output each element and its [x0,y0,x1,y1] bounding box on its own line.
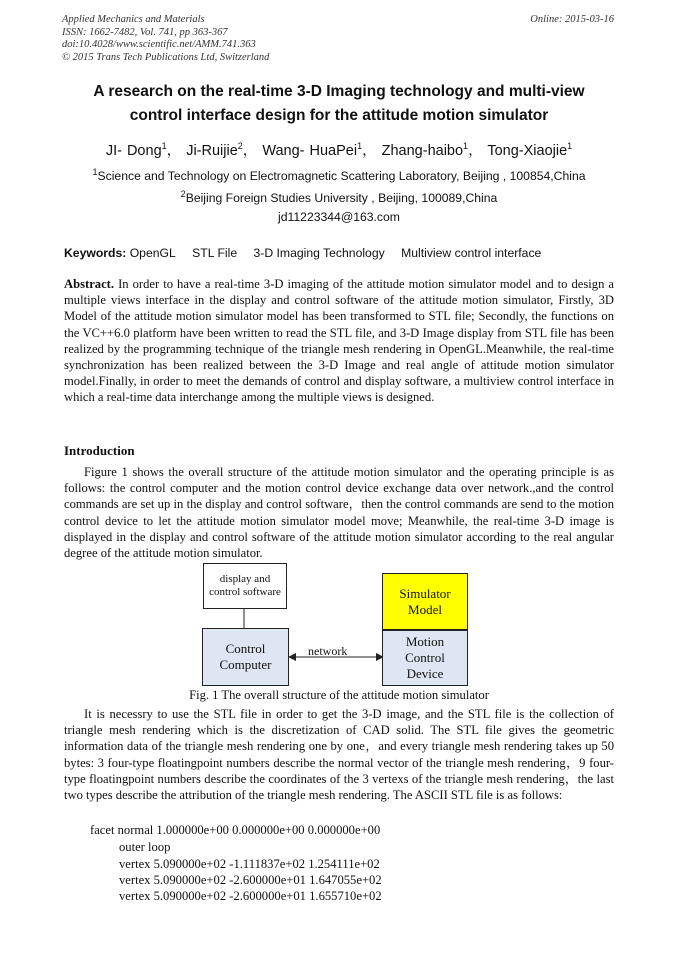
copyright-line: © 2015 Trans Tech Publications Ltd, Switzerland [62,51,270,63]
keyword: STL File [192,246,238,260]
author-sup: 1 [567,141,573,152]
journal-name: Applied Mechanics and Materials [62,14,205,25]
affiliation-sup: 1 [92,167,98,177]
abstract-label: Abstract. [64,277,115,291]
abstract-text: In order to have a real-time 3-D imaging of the attitude motion simulator model and to design a multiple views interface in the display and control software of the attitude motion simulator, Firstly, 3D Model of the attitude motion simulator model has been transformed to STL file; Secondly, the functions on the VC++6.0 platform have been written to read the STL file, and 3-D Image display from STL file has been realized by the programming technique of the triangle mesh rendering in OpenGL.Meanwhile, the real-time synchronization has been realized between the 3-D Image and real angle of attitude motion simulator model.Finally, in order to meet the demands of control and display software, a multiview control interface in which a real-time data interchange among the multiple views is designed. [64,277,614,405]
network-label: network [308,644,348,658]
arrow-left-icon [288,653,296,661]
simulator-model-box: Simulator Model [382,573,468,630]
display-control-software-box: display and control software [203,563,287,609]
title-line-1: A research on the real-time 3-D Imaging technology and multi-view [93,83,585,100]
author-separator: ， [362,143,377,159]
keywords-label: Keywords: [64,246,127,260]
code-line: facet normal 1.000000e+00 0.000000e+00 0.000000e+00 [90,823,381,837]
code-line: outer loop [119,840,171,854]
title-line-2: control interface design for the attitude motion simulator [129,107,549,124]
stl-paragraph: It is necessry to use the STL file in order to get the 3-D image, and the STL file is the collection of triangle mesh rendering which is the discretization of CAD solid. The STL file gives the geometric information data of the triangle mesh rendering one by one，and every triangle mesh rendering takes up 50 bytes: 3 four-type floatingpoint numbers describe the normal vector of the triangle mesh rendering，9 four-type floatingpoint numbers describe the coordinates of the 3 vertexs of the triangle mesh rendering，the last two types describe the attribution of the triangle mesh rendering. The ASCII STL file is as follows: [64,707,614,803]
author-separator: ， [242,143,258,159]
author-sup: 2 [237,141,243,152]
issn-line: ISSN: 1662-7482, Vol. 741, pp 363-367 [62,26,228,38]
author-name: Zhang-haibo [381,143,464,159]
author-name: Tong-Xiaojie [487,143,568,159]
code-line: vertex 5.090000e+02 -1.111837e+02 1.254111e+02 [119,857,380,871]
author-sup: 1 [463,141,469,152]
author-sup: 1 [357,141,363,152]
code-line: vertex 5.090000e+02 -2.600000e+01 1.647055e+02 [119,873,382,887]
introduction-paragraph: Figure 1 shows the overall structure of the attitude motion simulator and the operating principle is as follows: the control computer and the motion control device exchange data over network.,and the control commands are set up in the display and control software，then the control commands are send to the motion control device to let the attitude motion simulator model move; Meanwhile, the real-time 3-D image is displayed in the display and control software of the attitude motion simulator according to the real angular degree of the attitude motion simulator. [64,465,614,561]
online-date: Online: 2015-03-16 [530,14,614,25]
control-computer-box: Control Computer [202,628,289,686]
motion-control-device-box: Motion Control Device [382,630,468,686]
email: jd11223344@163.com [278,210,400,224]
author-separator: ， [166,143,182,159]
introduction-heading: Introduction [64,443,135,458]
keyword: 3-D Imaging Technology [253,246,385,260]
author-name: JI- Dong [105,143,162,159]
author-name: Wang- HuaPei [262,143,358,159]
figure-caption: Fig. 1 The overall structure of the attitude motion simulator [189,688,489,702]
author-name: Ji-Ruijie [186,143,238,159]
affiliation-text: Science and Technology on Electromagnetic Scattering Laboratory, Beijing , 100854,China [97,169,586,184]
code-line: vertex 5.090000e+02 -2.600000e+01 1.655710e+02 [119,889,382,903]
affiliation-sup: 2 [180,189,186,199]
author-separator: ， [468,143,483,159]
affiliation-text: Beijing Foreign Studies University , Beijing, 100089,China [185,191,498,206]
doi-line: doi:10.4028/www.scientific.net/AMM.741.363 [62,39,256,50]
keyword: OpenGL [129,246,176,260]
author-sup: 1 [161,141,167,152]
keyword: Multiview control interface [401,246,542,260]
